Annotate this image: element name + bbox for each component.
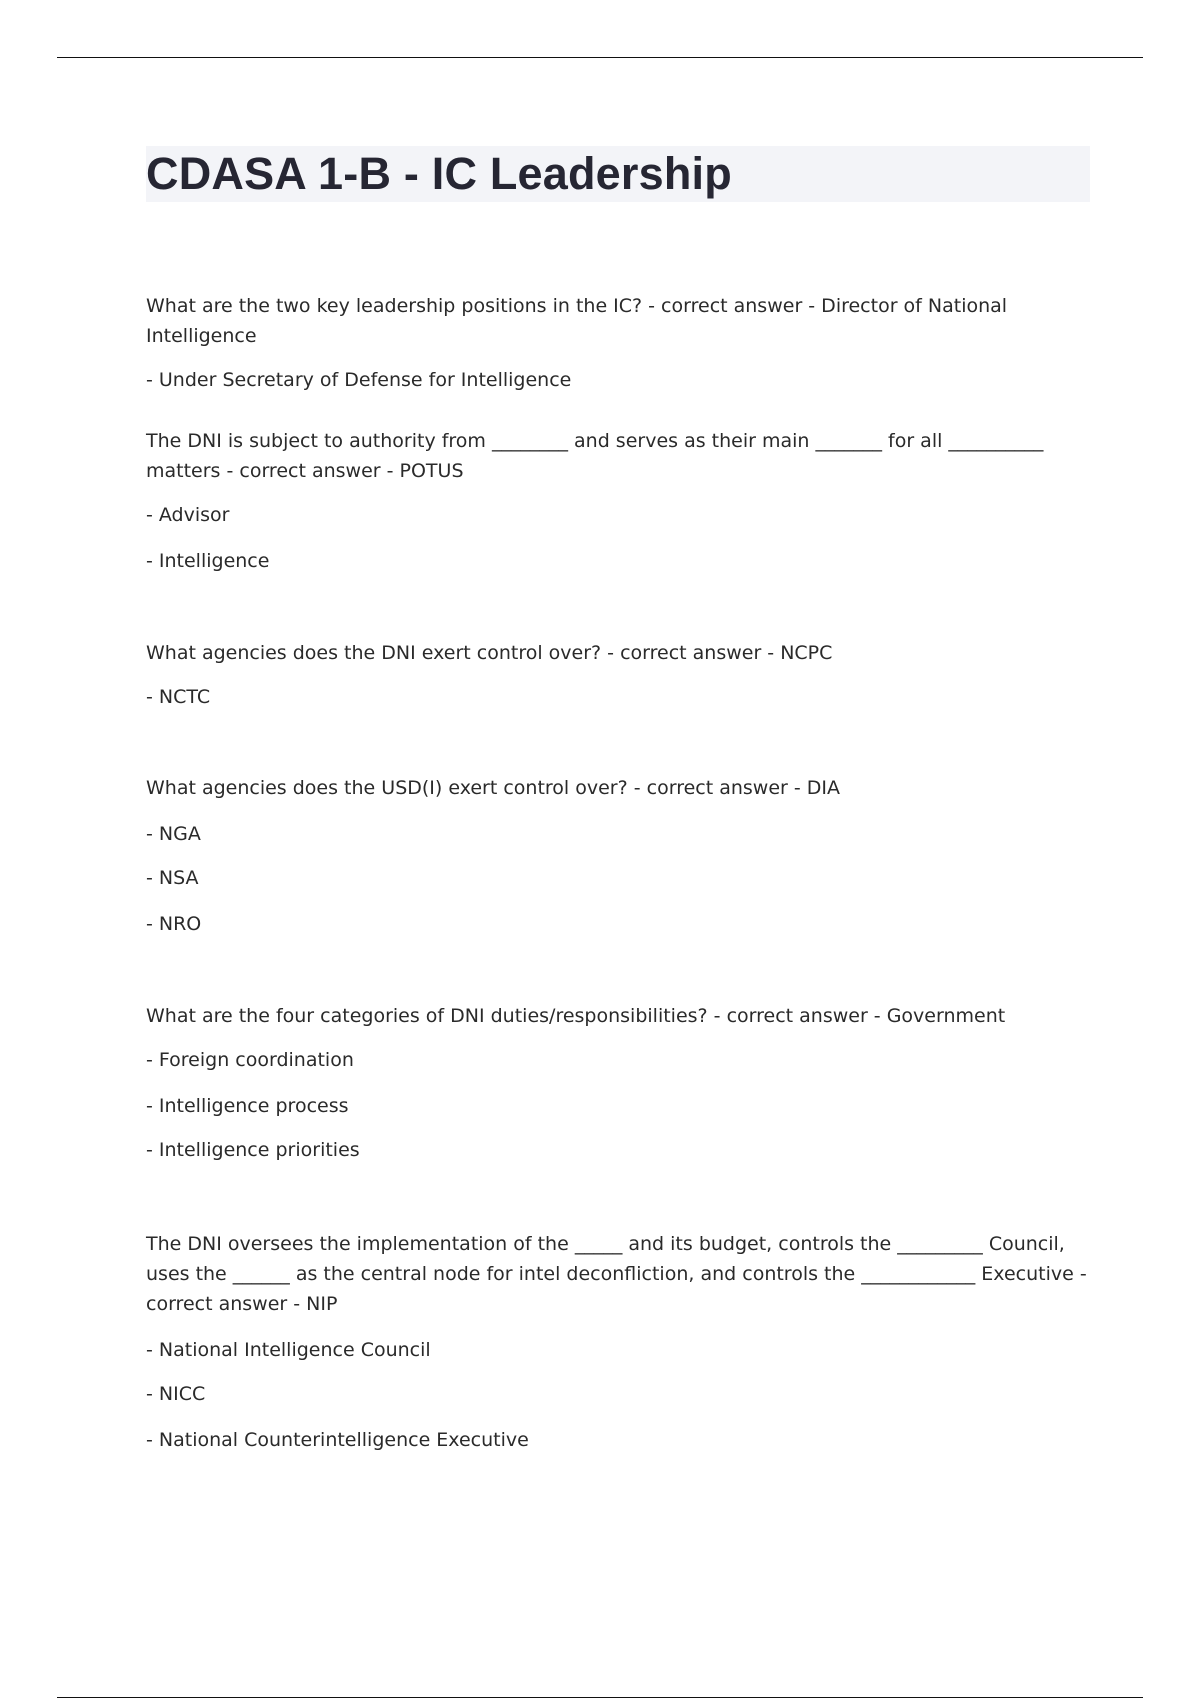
- answer-line: - Intelligence process: [146, 1095, 349, 1117]
- answer-line: - NSA: [146, 867, 199, 889]
- answer-line: - Advisor: [146, 504, 230, 526]
- qa-item: [146, 1229, 1090, 1455]
- answer-line: - National Counterintelligence Executive: [146, 1429, 529, 1451]
- qa-item: [146, 291, 1090, 395]
- answer-line: - NRO: [146, 913, 202, 935]
- top-rule: [57, 57, 1143, 58]
- question-text: The DNI oversees the implementation of the _____ and its budget, controls the _________ Council, uses the ______ as the central node for intel deconfliction, and controls the ____________ Executive - correct answer - NIP: [146, 1233, 1087, 1315]
- bottom-rule: [57, 1697, 1143, 1698]
- answer-line: - Under Secretary of Defense for Intelligence: [146, 369, 572, 391]
- qa-item: [146, 638, 1090, 712]
- answer-line: - Foreign coordination: [146, 1049, 354, 1071]
- document-title: CDASA 1-B - IC Leadership: [146, 148, 732, 199]
- question-text: What are the two key leadership positions in the IC? - correct answer - Director of National Intelligence: [146, 295, 1008, 347]
- qa-item: [146, 773, 1090, 939]
- qa-item: [146, 426, 1090, 576]
- qa-item: [146, 1001, 1090, 1165]
- answer-line: - NICC: [146, 1383, 206, 1405]
- answer-line: - NGA: [146, 823, 201, 845]
- question-text: What agencies does the DNI exert control over? - correct answer - NCPC: [146, 642, 833, 664]
- answer-line: - Intelligence priorities: [146, 1139, 360, 1161]
- question-text: The DNI is subject to authority from ________ and serves as their main _______ for all __________ matters - correct answer - POTUS: [146, 430, 1044, 482]
- question-text: What are the four categories of DNI duties/responsibilities? - correct answer - Government: [146, 1005, 1006, 1027]
- answer-line: - Intelligence: [146, 550, 270, 572]
- answer-line: - National Intelligence Council: [146, 1339, 431, 1361]
- question-text: What agencies does the USD(I) exert control over? - correct answer - DIA: [146, 777, 841, 799]
- answer-line: - NCTC: [146, 686, 211, 708]
